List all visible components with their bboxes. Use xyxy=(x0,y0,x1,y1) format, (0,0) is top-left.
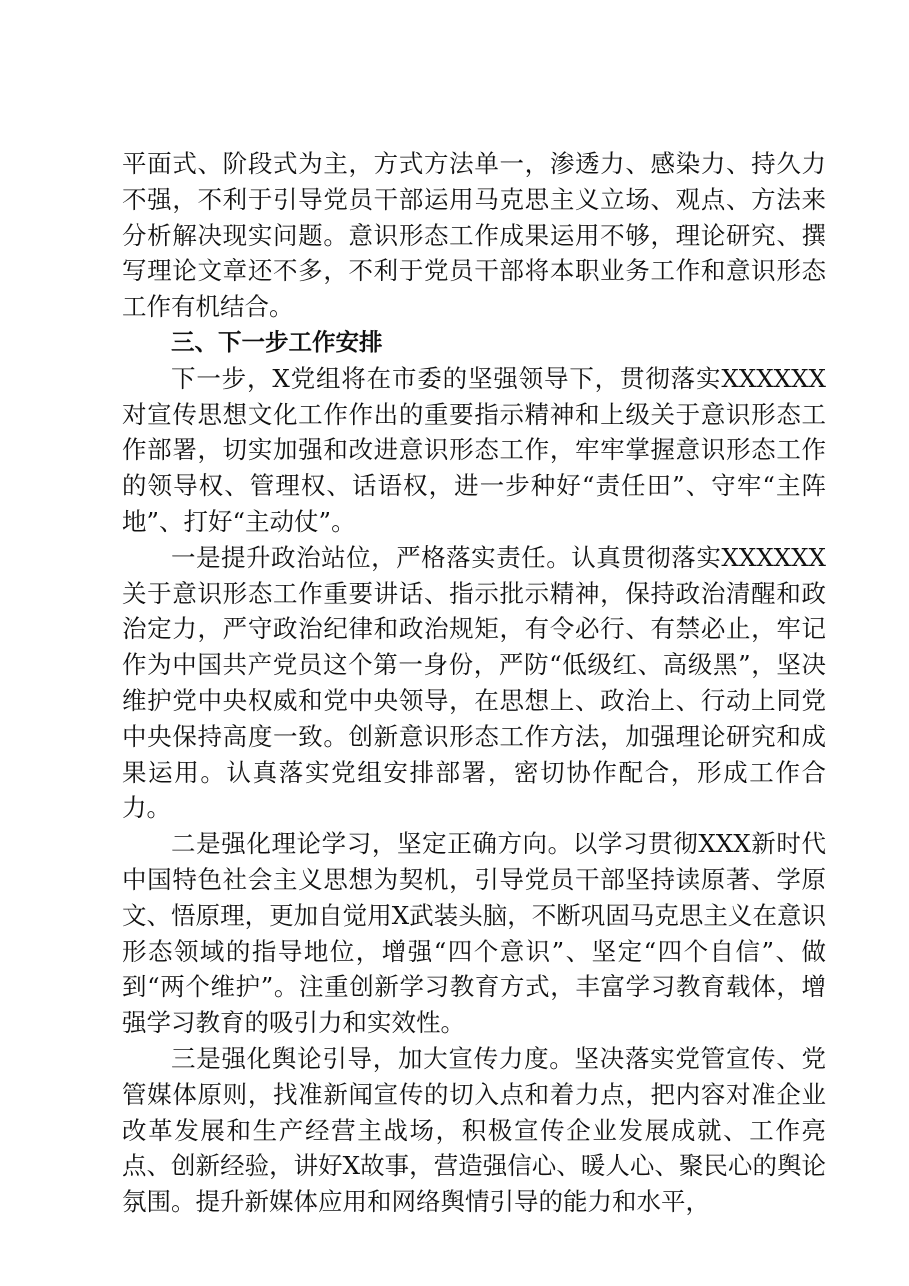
point-three-paragraph: 三是强化舆论引导，加大宣传力度。坚决落实党管宣传、党管媒体原则，找准新闻宣传的切入点和着力点，把内容对准企业改革发展和生产经营主战场，积极宣传企业发展成就、工作亮点、创新经验，讲好X故事，营造强信心、暖人心、聚民心的舆论氛围。提升新媒体应用和网络舆情引导的能力和水平， xyxy=(122,1043,826,1217)
point-two-paragraph: 二是强化理论学习，坚定正确方向。以学习贯彻XXX新时代中国特色社会主义思想为契机，引导党员干部坚持读原著、学原文、悟原理，更加自觉用X武装头脑，不断巩固马克思主义在意识形态领域的指导地位，增强“四个意识”、坚定“四个自信”、做到“两个维护”。注重创新学习教育方式，丰富学习教育载体，增强学习教育的吸引力和实效性。 xyxy=(122,829,826,1038)
continuation-paragraph: 平面式、阶段式为主，方式方法单一，渗透力、感染力、持久力不强，不利于引导党员干部运用马克思主义立场、观点、方法来分析解决现实问题。意识形态工作成果运用不够，理论研究、撰写理论文章还不多，不利于党员干部将本职业务工作和意识形态工作有机结合。 xyxy=(122,149,826,322)
section-heading: 三、下一步工作安排 xyxy=(171,327,383,356)
intro-paragraph: 下一步，X党组将在市委的坚强领导下，贯彻落实XXXXXX对宣传思想文化工作作出的重要指示精神和上级关于意识形态工作部署，切实加强和改进意识形态工作，牢牢掌握意识形态工作的领导权、管理权、话语权，进一步种好“责任田”、守牢“主阵地”、打好“主动仗”。 xyxy=(122,363,826,536)
document-page xyxy=(122,146,826,1220)
point-one-paragraph: 一是提升政治站位，严格落实责任。认真贯彻落实XXXXXX关于意识形态工作重要讲话、指示批示精神，保持政治清醒和政治定力，严守政治纪律和政治规矩，有令必行、有禁必止，牢记作为中国共产党员这个第一身份，严防“低级红、高级黑”，坚决维护党中央权威和党中央领导，在思想上、政治上、行动上同党中央保持高度一致。创新意识形态工作方法，加强理论研究和成果运用。认真落实党组安排部署，密切协作配合，形成工作合力。 xyxy=(122,542,826,823)
